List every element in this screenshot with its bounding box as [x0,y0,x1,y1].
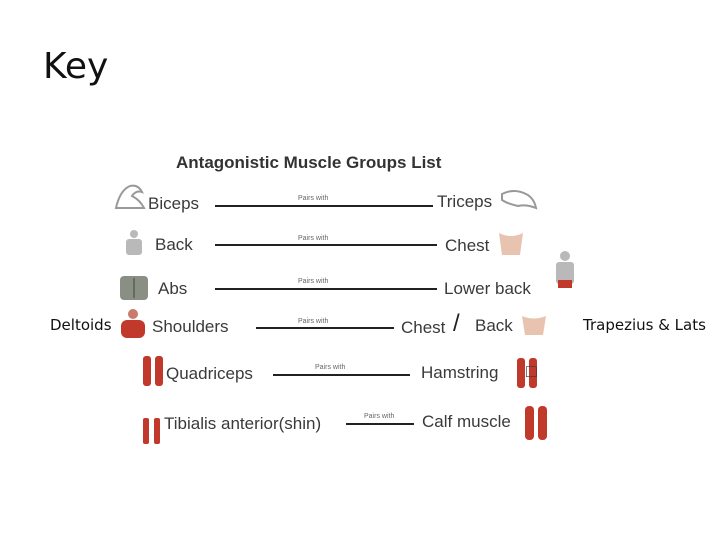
row-biceps-right: Triceps [437,192,493,211]
row-back-line [215,244,437,246]
row-abs-right: Lower back [444,279,531,298]
row-biceps-line [215,205,433,207]
row-shoulders-left: Shoulders [152,317,229,336]
abs-torso-icon [116,272,152,302]
chest-back-torso-icon [520,312,548,338]
row-shoulders-slash: / [453,310,460,337]
row-tibialis-pairs: Pairs with [364,413,395,420]
calf-legs-icon [522,404,550,444]
row-quadriceps-right: Hamstring [421,363,499,382]
trapezius-lats-label: Trapezius & Lats [583,316,706,334]
row-biceps-pairs: Pairs with [298,195,329,202]
slide-title: Key [43,46,109,87]
biceps-arm-icon [112,178,148,214]
shoulders-figure-icon [116,308,150,340]
row-shoulders-right-back: Back [475,316,513,335]
row-back-pairs: Pairs with [298,235,329,242]
row-abs-left: Abs [158,279,188,298]
row-shoulders-pairs: Pairs with [298,318,329,325]
row-biceps-left: Biceps [148,194,200,213]
row-shoulders-line [256,327,394,329]
shin-legs-icon [140,416,164,446]
quadriceps-legs-icon [140,354,166,390]
row-tibialis-line [346,423,414,425]
deltoids-label: Deltoids [50,316,112,334]
row-shoulders-right-chest: Chest [401,318,446,337]
back-figure-icon [119,229,149,259]
diagram-title: Antagonistic Muscle Groups List [176,153,442,172]
row-quadriceps-pairs: Pairs with [315,364,346,371]
row-back-left: Back [155,235,193,254]
row-quadriceps-line [273,374,410,376]
row-quadriceps-left: Quadriceps [166,364,253,383]
row-tibialis-left: Tibialis anterior(shin) [164,414,322,433]
row-abs-line [215,288,437,290]
row-tibialis-right: Calf muscle [422,412,511,431]
row-abs-pairs: Pairs with [298,278,329,285]
row-back-right: Chest [445,236,490,255]
lower-back-figure-icon [548,250,582,300]
hamstring-box-glyph: □ [526,361,537,381]
chest-torso-icon [496,229,526,259]
triceps-arm-icon [500,186,538,214]
